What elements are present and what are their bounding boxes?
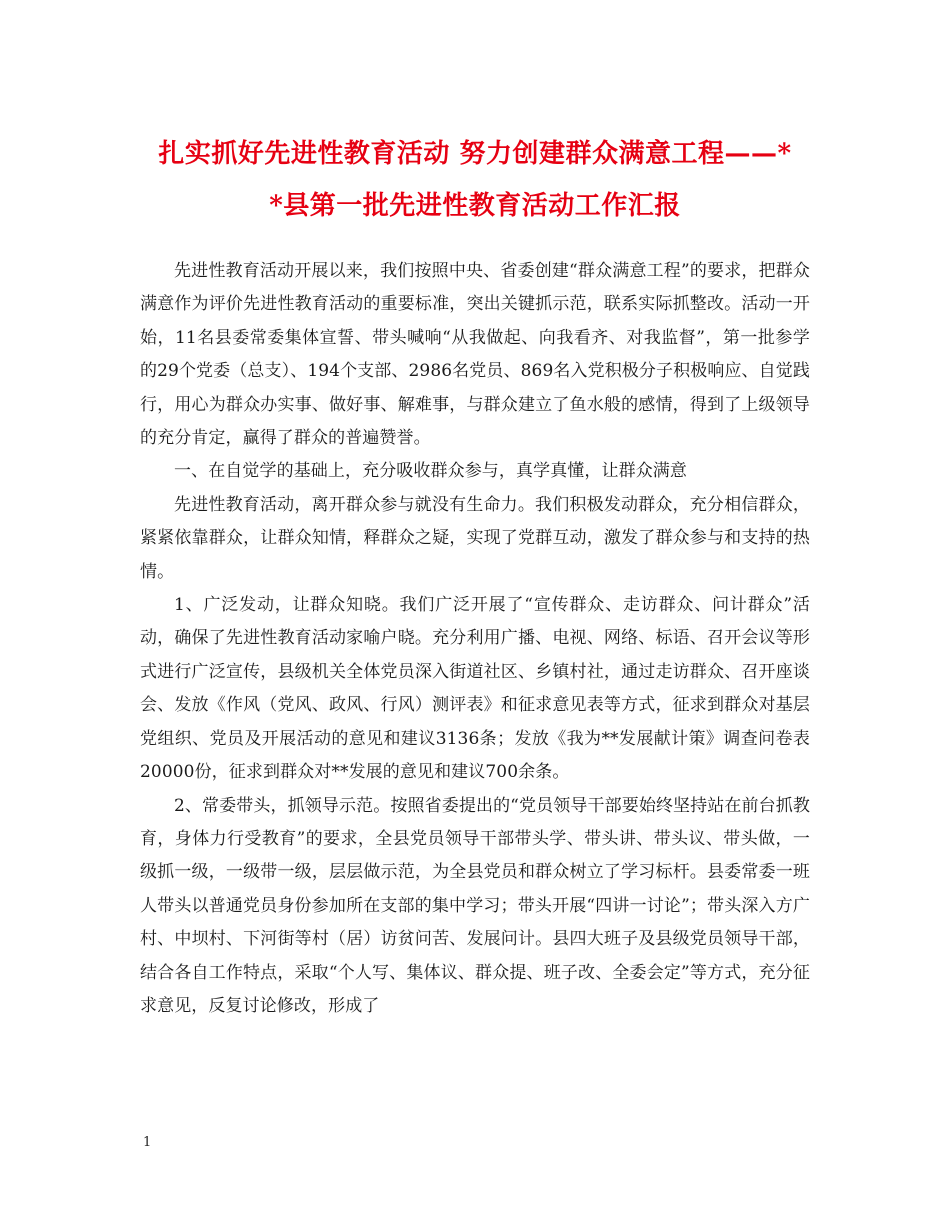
- document-title: [130, 128, 820, 232]
- item-2-paragraph: 2、常委带头，抓领导示范。按照省委提出的“党员领导干部要始终坚持站在前台抓教育，身体力行受教育”的要求，全县党员领导干部带头学、带头讲、带头议、带头做，一级抓一级，一级带一级，层层做示范，为全县党员和群众树立了学习标杆。县委常委一班人带头以普通党员身份参加所在支部的集中学习；带头开展“四讲一讨论”；带头深入方广村、中坝村、下河街等村（居）访贫问苦、发展问计。县四大班子及县级党员领导干部，结合各自工作特点，采取“个人写、集体议、群众提、班子改、全委会定”等方式，充分征求意见，反复讨论修改，形成了: [140, 795, 810, 1016]
- title-line-2: *县第一批先进性教育活动工作汇报: [269, 191, 681, 221]
- intro-paragraph: 先进性教育活动开展以来，我们按照中央、省委创建“群众满意工程”的要求，把群众满意作为评价先进性教育活动的重要标准，突出关键抓示范，联系实际抓整改。活动一开始，11名县委常委集体宣誓、带头喊响“从我做起、向我看齐、对我监督”，第一批参学的29个党委（总支）、194个支部、2986名党员、869名入党积极分子积极响应、自觉践行，用心为群众办实事、做好事、解难事，与群众建立了鱼水般的感情，得到了上级领导的充分肯定，赢得了群众的普遍赞誉。: [140, 261, 810, 449]
- item-1-paragraph: 1、广泛发动，让群众知晓。我们广泛开展了“宣传群众、走访群众、问计群众”活动，确保了先进性教育活动家喻户晓。充分利用广播、电视、网络、标语、召开会议等形式进行广泛宣传，县级机关全体党员深入街道社区、乡镇村社，通过走访群众、召开座谈会、发放《作风（党风、政风、行风）测评表》和征求意见表等方式，征求到群众对基层党组织、党员及开展活动的意见和建议3136条；发放《我为**发展献计策》调查问卷表20000份，征求到群众对**发展的意见和建议700余条。: [140, 595, 810, 783]
- document-body: [140, 255, 810, 1023]
- section-heading-1: 一、在自觉学的基础上，充分吸收群众参与，真学真懂，让群众满意: [174, 461, 687, 482]
- section-1-paragraph: 先进性教育活动，离开群众参与就没有生命力。我们积极发动群众，充分相信群众，紧紧依靠群众，让群众知情，释群众之疑，实现了党群互动，激发了群众参与和支持的热情。: [140, 494, 810, 582]
- page-number: 1: [143, 1135, 152, 1150]
- title-line-1: 扎实抓好先进性教育活动 努力创建群众满意工程——*: [158, 139, 792, 169]
